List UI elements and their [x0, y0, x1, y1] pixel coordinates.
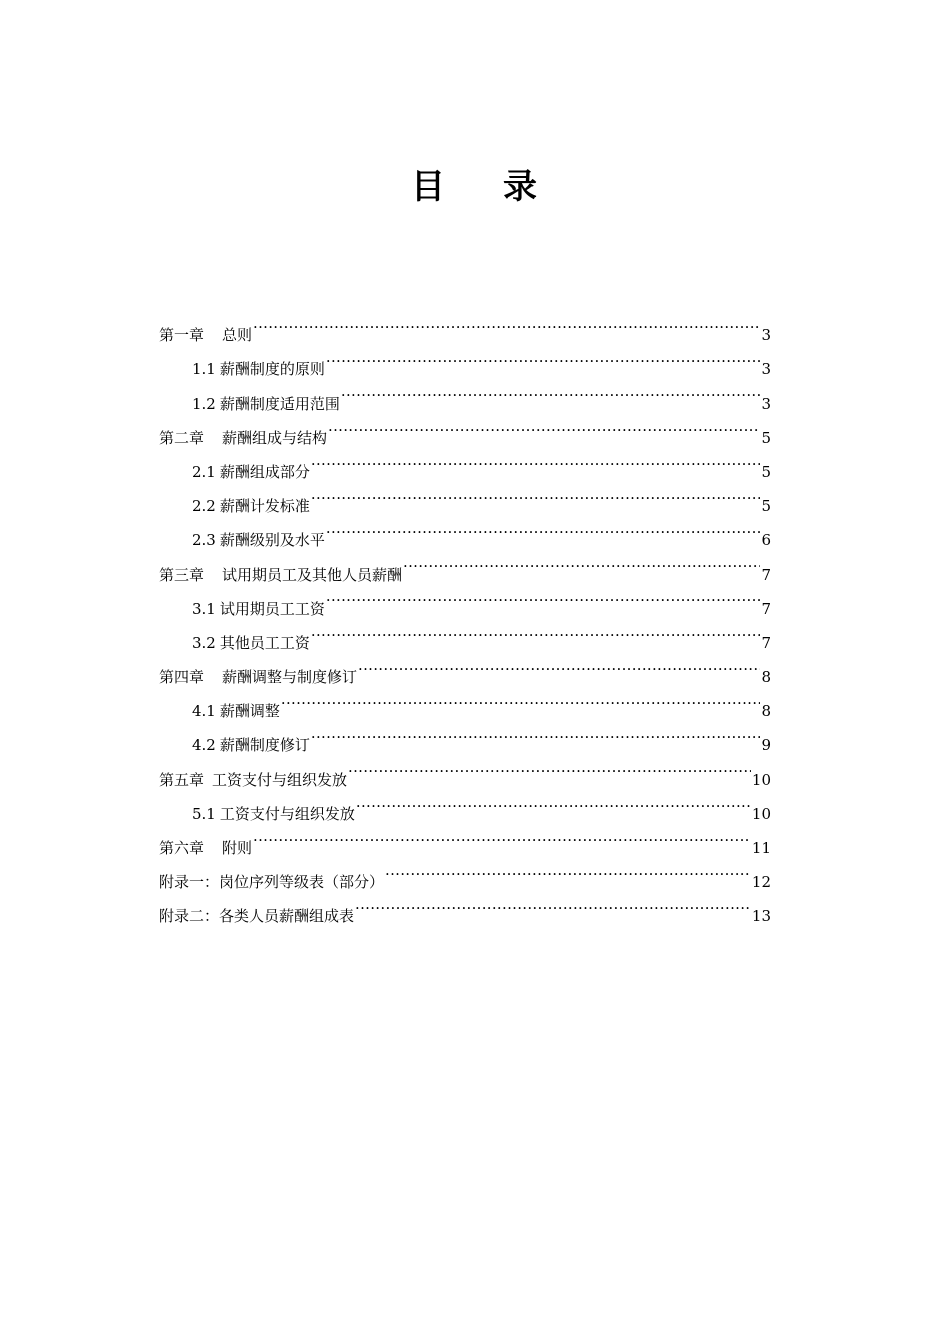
- toc-entry-title: 工资支付与组织发放: [212, 770, 348, 789]
- toc-entry-label: [192, 626, 310, 660]
- toc-entry-title: 薪酬制度适用范围: [219, 394, 340, 413]
- toc-entry-page-number: 3: [761, 360, 771, 379]
- toc-entry-title: 薪酬制度的原则: [219, 360, 325, 379]
- toc-entry-number: 3.1: [192, 599, 216, 618]
- toc-entry-chapter[interactable]: [159, 306, 771, 345]
- toc-entry-number: 4.1: [192, 702, 216, 721]
- toc-entry-title: 薪酬组成与结构: [222, 428, 328, 447]
- toc-entry-page-number: 5: [761, 462, 771, 481]
- toc-entry-label: [159, 421, 327, 455]
- toc-dot-leader: [403, 545, 760, 579]
- toc-dot-leader: [358, 648, 760, 682]
- toc-entry-label: [159, 865, 384, 899]
- toc-entry-number: 第五章: [159, 770, 205, 789]
- toc-entry-page-number: 5: [761, 497, 771, 516]
- page-title-char-1: 目: [411, 167, 447, 207]
- toc-entry-number: 4.2: [192, 736, 216, 755]
- toc-dot-leader: [328, 409, 760, 443]
- toc-entry-number: 第三章: [159, 565, 205, 584]
- toc-entry-number: 2.2: [192, 497, 216, 516]
- toc-entry-label: [192, 523, 325, 557]
- toc-dot-leader: [326, 511, 761, 545]
- toc-dot-leader: [341, 374, 761, 408]
- toc-entry-number: 第二章: [159, 428, 205, 447]
- toc-entry-number: 附录二：: [159, 907, 220, 926]
- toc-entry-number: 2.3: [192, 531, 216, 550]
- toc-entry-title: 薪酬组成部分: [219, 462, 310, 481]
- toc-dot-leader: [253, 306, 760, 340]
- toc-entry-page-number: 7: [761, 599, 771, 618]
- toc-entry-label: [159, 899, 354, 933]
- toc-entry-page-number: 10: [751, 770, 771, 789]
- toc-entry-title: 工资支付与组织发放: [219, 804, 355, 823]
- toc-entry-title: 岗位序列等级表（部分）: [219, 873, 385, 892]
- toc-entry-label: [192, 352, 325, 386]
- toc-dot-leader: [311, 716, 761, 750]
- toc-entry-label: [192, 387, 340, 421]
- toc-entry-number: 2.1: [192, 462, 216, 481]
- toc-dot-leader: [311, 477, 761, 511]
- toc-entry-title: 薪酬计发标准: [219, 497, 310, 516]
- table-of-contents: [159, 306, 771, 926]
- toc-entry-number: 1.1: [192, 360, 216, 379]
- toc-entry-label: [192, 455, 310, 489]
- toc-dot-leader: [356, 785, 751, 819]
- toc-dot-leader: [355, 887, 751, 921]
- toc-entry-title: 薪酬制度修订: [219, 736, 310, 755]
- toc-dot-leader: [311, 443, 761, 477]
- toc-dot-leader: [253, 819, 751, 853]
- toc-entry-label: [159, 763, 347, 797]
- toc-entry-title: 其他员工工资: [219, 633, 310, 652]
- toc-entry-number: 第四章: [159, 668, 205, 687]
- page-title: [0, 164, 950, 210]
- toc-entry-label: [192, 489, 310, 523]
- toc-entry-page-number: 12: [751, 873, 771, 892]
- toc-entry-title: 试用期员工及其他人员薪酬: [222, 565, 403, 584]
- toc-entry-page-number: 8: [761, 702, 771, 721]
- toc-entry-number: 5.1: [192, 804, 216, 823]
- toc-entry-page-number: 5: [761, 428, 771, 447]
- toc-entry-number: 附录一：: [159, 873, 220, 892]
- toc-dot-leader: [311, 614, 761, 648]
- toc-entry-page-number: 7: [761, 565, 771, 584]
- page-title-char-2: 录: [503, 167, 539, 207]
- toc-dot-leader: [385, 853, 751, 887]
- toc-entry-page-number: 11: [751, 839, 771, 857]
- toc-entry-label: [192, 694, 280, 728]
- toc-entry-title: 薪酬调整: [219, 702, 280, 721]
- toc-entry-number: 第六章: [159, 839, 205, 857]
- toc-entry-label: [192, 728, 310, 762]
- toc-entry-page-number: 3: [761, 326, 771, 345]
- toc-entry-title: 薪酬调整与制度修订: [222, 668, 358, 687]
- toc-entry-number: 3.2: [192, 633, 216, 652]
- toc-entry-title: 各类人员薪酬组成表: [219, 907, 355, 926]
- toc-entry-page-number: 6: [761, 531, 771, 550]
- toc-entry-title: 薪酬级别及水平: [219, 531, 325, 550]
- toc-entry-label: [159, 318, 252, 352]
- toc-entry-number: 第一章: [159, 326, 205, 345]
- toc-entry-title: 试用期员工工资: [219, 599, 325, 618]
- toc-entry-page-number: 3: [761, 394, 771, 413]
- toc-dot-leader: [326, 340, 761, 374]
- toc-entry-label: [192, 592, 325, 626]
- toc-entry-page-number: 9: [761, 736, 771, 755]
- toc-entry-page-number: 7: [761, 633, 771, 652]
- toc-entry-page-number: 13: [751, 907, 771, 926]
- toc-entry-number: 1.2: [192, 394, 216, 413]
- toc-entry-label: [159, 831, 252, 865]
- toc-entry-title: 附则: [222, 839, 253, 857]
- toc-entry-page-number: 8: [761, 668, 771, 687]
- toc-dot-leader: [326, 580, 761, 614]
- toc-entry-page-number: 10: [751, 804, 771, 823]
- toc-entry-title: 总则: [222, 326, 253, 345]
- toc-dot-leader: [348, 750, 751, 784]
- toc-dot-leader: [281, 682, 761, 716]
